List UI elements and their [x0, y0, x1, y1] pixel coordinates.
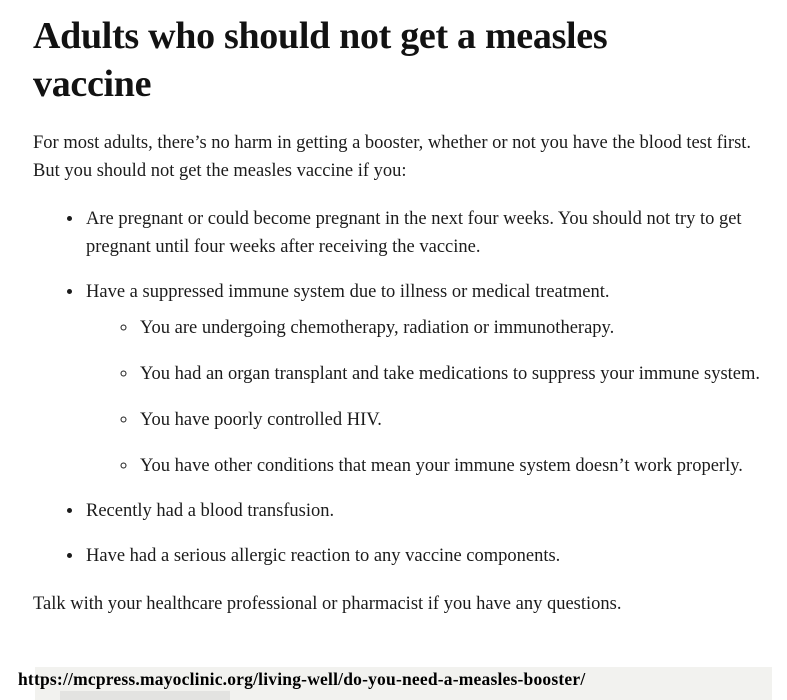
list-item-immune-system — [84, 278, 767, 480]
sublist-item-text: You had an organ transplant and take medications to suppress your immune system. — [140, 364, 761, 384]
sublist-item-text: You have poorly controlled HIV. — [140, 410, 382, 430]
list-item-text: Recently had a blood transfusion. — [86, 501, 335, 521]
sublist-item-transplant — [138, 360, 767, 388]
sublist-item-text: You have other conditions that mean your immune system doesn’t work properly. — [140, 456, 743, 476]
immune-system-sublist — [86, 314, 767, 480]
list-item-transfusion — [84, 497, 767, 525]
partial-cutoff-element — [60, 691, 230, 700]
list-item-pregnancy — [84, 205, 767, 261]
source-url: https://mcpress.mayoclinic.org/living-well/do-you-need-a-measles-booster/ — [18, 669, 586, 689]
page-title: Adults who should not get a measles vaccine — [33, 15, 608, 105]
sublist-item-hiv — [138, 406, 767, 434]
sublist-item-text: You are undergoing chemotherapy, radiation or immunotherapy. — [140, 318, 615, 338]
restrictions-list — [33, 205, 767, 570]
list-item-allergic-reaction — [84, 542, 767, 570]
list-item-text: Have had a serious allergic reaction to any vaccine components. — [86, 546, 561, 566]
sublist-item-chemotherapy — [138, 314, 767, 342]
intro-paragraph: For most adults, there’s no harm in getting a booster, whether or not you have the blood test first. But you should not get the measles vaccine if you: — [33, 133, 752, 181]
outro-paragraph: Talk with your healthcare professional or pharmacist if you have any questions. — [33, 594, 622, 614]
list-item-text: Are pregnant or could become pregnant in the next four weeks. You should not try to get pregnant until four weeks after receiving the vaccine. — [86, 209, 742, 257]
sublist-item-other-conditions — [138, 452, 767, 480]
list-item-text: Have a suppressed immune system due to illness or medical treatment. — [86, 282, 610, 302]
